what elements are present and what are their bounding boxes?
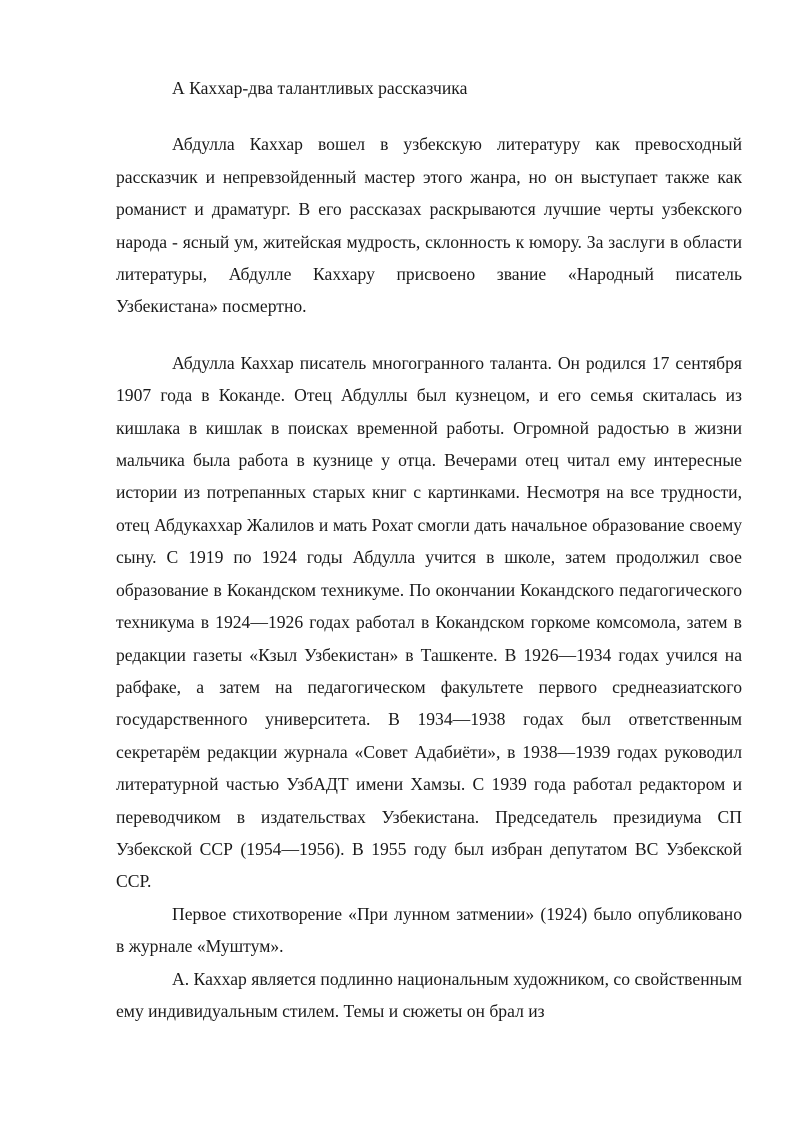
paragraph-intro: Абдулла Каххар вошел в узбекскую литературу как превосходный рассказчик и непревзойденный мастер этого жанра, но он выступает также как романист и драматург. В его рассказах раскрываются лучшие черты узбекского народа - ясный ум, житейская мудрость, склонность к юмору. За заслуги в области литературы, Абдулле Каххару присвоено звание «Народный писатель Узбекистана» посмертно. xyxy=(116,134,742,317)
paragraph-style: А. Каххар является подлинно национальным художником, со свойственным ему индивидуальным стилем. Темы и сюжеты он брал из xyxy=(116,968,742,1021)
document-title: А Каххар-два талантливых рассказчика xyxy=(172,78,468,98)
paragraph-spacer xyxy=(116,323,742,347)
paragraph-biography: Абдулла Каххар писатель многогранного таланта. Он родился 17 сентября 1907 года в Коканде. Отец Абдуллы был кузнецом, и его семья скиталась из кишлака в кишлак в поисках временной работы. Огромной радостью в жизни мальчика была работа в кузнице у отца. Вечерами отец читал ему интересные истории из потрепанных старых книг с картинками. Несмотря на все трудности, отец Абдукаххар Жалилов и мать Рохат смогли дать начальное образование своему сыну. С 1919 по 1924 годы Абдулла учится в школе, затем продолжил свое образование в Кокандском техникуме. По окончании Кокандского педагогического техникума в 1924—1926 годах работал в Кокандском горкоме комсомола, затем в редакции газеты «Кзыл Узбекистан» в Ташкенте. В 1926—1934 годах учился на рабфаке, а затем на педагогическом факультете первого среднеазиатского государственного университета. В 1934—1938 годах был ответственным секретарём редакции журнала «Совет Адабиёти», в 1938—1939 годах руководил литературной частью УзбАДТ имени Хамзы. С 1939 года работал редактором и переводчиком в издательствах Узбекистана. Председатель президиума СП Узбекской ССР (1954—1956). В 1955 году был избран депутатом ВС Узбекской ССР. xyxy=(116,352,742,892)
document-body xyxy=(116,72,742,1027)
paragraph-first-poem: Первое стихотворение «При лунном затмении» (1924) было опубликовано в журнале «Муштум». xyxy=(116,903,742,957)
title-spacer xyxy=(116,104,742,128)
